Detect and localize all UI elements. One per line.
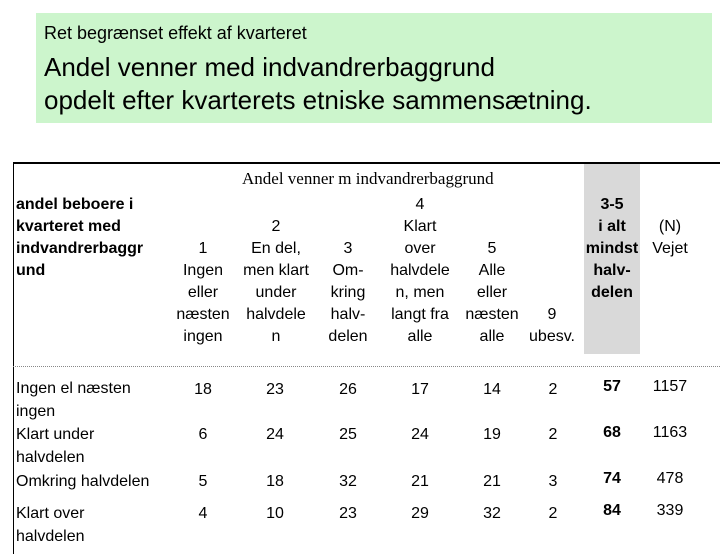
col-header-4: 4 Klart over halvdele n, men langt fra alle <box>390 196 450 345</box>
slide-title: Andel venner med indvandrerbaggrund opdelt efter kvarterets etniske sammensætning. <box>44 52 592 115</box>
cell-r3-total: 74 <box>603 470 621 487</box>
cell-r4-c2: 10 <box>266 505 284 522</box>
cell-r1-n: 1157 <box>652 378 688 395</box>
cell-r4-c9: 2 <box>548 505 558 522</box>
cell-r1-c5: 14 <box>483 381 501 398</box>
cell-r1-c2: 23 <box>266 381 284 398</box>
col-header-1: 1 Ingen eller næsten ingen <box>176 240 230 345</box>
cell-r2-c5: 19 <box>483 426 501 443</box>
row-label-1: Ingen el næsten ingen <box>16 380 131 420</box>
cell-r1-total: 57 <box>603 378 621 395</box>
col-header-5: 5 Alle eller næsten alle <box>465 240 519 345</box>
cell-r3-c9: 3 <box>548 473 558 490</box>
cell-r2-c9: 2 <box>548 426 558 443</box>
cell-r2-n: 1163 <box>652 424 688 441</box>
cell-r3-c1: 5 <box>198 473 208 490</box>
cell-r1-c9: 2 <box>548 381 558 398</box>
cell-r3-c2: 18 <box>266 473 284 490</box>
cell-r3-c3: 32 <box>339 473 357 490</box>
cell-r4-c4: 29 <box>411 505 429 522</box>
cell-r4-c5: 32 <box>483 505 501 522</box>
row-label-4: Klart over halvdelen <box>16 505 85 545</box>
cell-r3-n: 478 <box>656 470 684 487</box>
header-separator <box>13 366 720 367</box>
row-label-3: Omkring halvdelen <box>16 473 150 490</box>
cell-r4-c1: 4 <box>198 505 208 522</box>
title-box <box>36 13 712 123</box>
cell-r2-c3: 25 <box>339 426 357 443</box>
cell-r1-c3: 26 <box>339 381 357 398</box>
cell-r1-c1: 18 <box>194 381 212 398</box>
cell-r4-c3: 23 <box>339 505 357 522</box>
col-header-2: 2 En del, men klart under halvdele n <box>243 218 309 345</box>
cell-r4-total: 84 <box>603 502 621 519</box>
slide-subtitle: Ret begrænset effekt af kvarteret <box>44 23 307 43</box>
row-label-2: Klart under halvdelen <box>16 426 95 466</box>
table-header-title: Andel venner m indvandrerbaggrund <box>242 169 494 188</box>
cell-r2-total: 68 <box>603 424 621 441</box>
cell-r1-c4: 17 <box>411 381 429 398</box>
cell-r2-c2: 24 <box>266 426 284 443</box>
cell-r3-c4: 21 <box>411 473 429 490</box>
col-header-total: 3-5 i alt mindst halv- delen <box>585 196 639 301</box>
col-header-n: (N) Vejet <box>652 218 688 257</box>
col-header-3: 3 Om- kring halv- delen <box>328 240 368 345</box>
cell-r2-c4: 24 <box>411 426 429 443</box>
cell-r3-c5: 21 <box>483 473 501 490</box>
cell-r2-c1: 6 <box>198 426 208 443</box>
cell-r4-n: 339 <box>656 502 684 519</box>
row-label-header: andel beboere i kvarteret med indvandrerbaggr und <box>16 196 144 279</box>
col-header-9: 9 ubesv. <box>529 306 575 345</box>
